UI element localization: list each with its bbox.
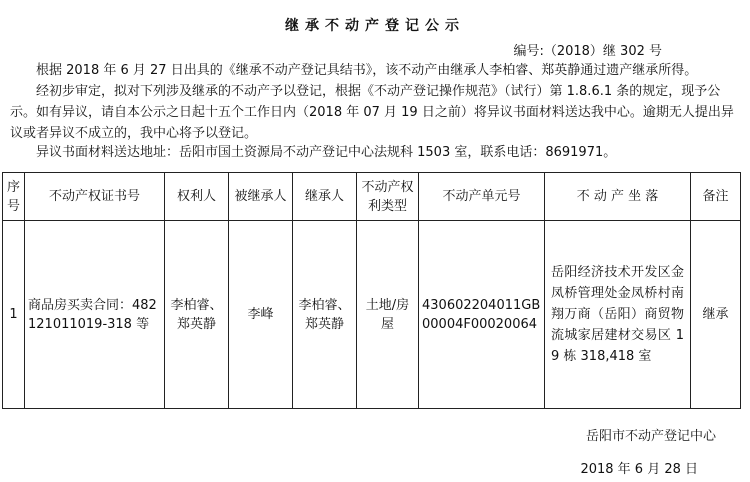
issuing-organization: 岳阳市不动产登记中心 (585, 429, 716, 444)
paragraph-objection-notice: 经初步审定，拟对下列涉及继承的不动产予以登记，根据《不动产登记操作规范》（试行）第 1.8.6.1 条的规定，现予公示。如有异议，请自本公示之日起十五个工作日内（2018 年 07 月 19 日之前）将异议书面材料送达我中心。逾期无人提出异议或者异议不成立的，我中心将予以登记。 (10, 84, 734, 141)
header-right-type: 不动产权利类型 (357, 173, 419, 221)
header-heir: 继承人 (293, 173, 357, 221)
cell-decedent: 李峰 (229, 221, 293, 409)
header-unit-no: 不动产单元号 (419, 173, 545, 221)
cell-seq: 1 (3, 221, 25, 409)
paragraph-basis: 根据 2018 年 6 月 27 日出具的《继承不动产登记具结书》，该不动产由继承人李柏睿、郑英静通过遗产继承所得。 (36, 63, 698, 78)
cell-holder: 李柏睿、郑英静 (165, 221, 229, 409)
header-remark: 备注 (691, 173, 741, 221)
cell-heir: 李柏睿、郑英静 (293, 221, 357, 409)
cell-location: 岳阳经济技术开发区金凤桥管理处金凤桥村南翔万商（岳阳）商贸物流城家居建材交易区 19 栋 318,418 室 (545, 221, 691, 409)
cell-cert: 商品房买卖合同：482121011019-318 等 (25, 221, 165, 409)
notice-title: 继承不动产登记公示 (285, 18, 465, 34)
table-header-row (3, 173, 741, 221)
header-location: 不 动 产 坐 落 (545, 173, 691, 221)
table-row (3, 221, 741, 409)
registration-table (2, 172, 741, 409)
header-holder: 权利人 (165, 173, 229, 221)
document-number: 编号:（2018）继 302 号 (513, 44, 662, 59)
issue-date: 2018 年 6 月 28 日 (580, 462, 698, 477)
header-seq: 序号 (3, 173, 25, 221)
header-decedent: 被继承人 (229, 173, 293, 221)
header-cert: 不动产权证书号 (25, 173, 165, 221)
cell-unit-no: 430602204011GB00004F00020064 (419, 221, 545, 409)
cell-right-type: 土地/房屋 (357, 221, 419, 409)
paragraph-objection-address: 异议书面材料送达地址：岳阳市国土资源局不动产登记中心法规科 1503 室，联系电话：8691971。 (36, 145, 617, 160)
cell-remark: 继承 (691, 221, 741, 409)
